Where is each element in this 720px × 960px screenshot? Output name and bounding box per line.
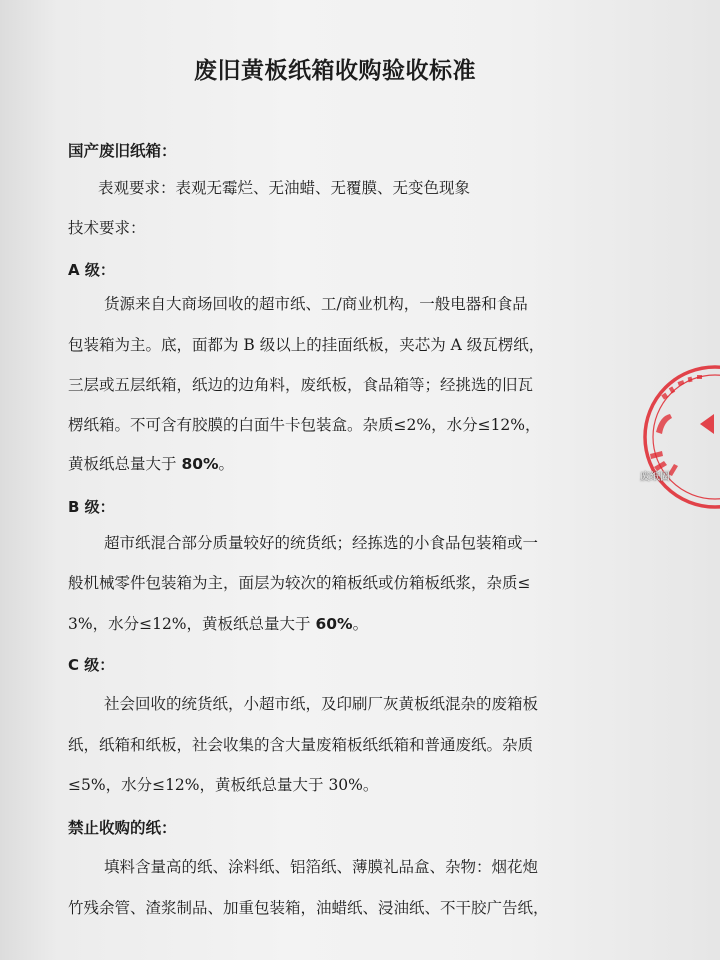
grade-c-line: ≤5%，水分≤12%，黄板纸总量大于 30%。 [68, 776, 379, 794]
grade-a-heading: A 级： [68, 261, 115, 279]
grade-b-heading: B 级： [68, 498, 115, 516]
grade-a-last-prefix: 黄板纸总量大于 [68, 455, 182, 473]
grade-c-line: 社会回收的统货纸，小超市纸，及印刷厂灰黄板纸混杂的废箱板 [104, 695, 539, 713]
prohibited-line: 填料含量高的纸、涂料纸、铝箔纸、薄膜礼品盒、杂物：烟花炮 [104, 858, 539, 876]
prohibited-line: 竹残余管、渣浆制品、加重包装箱，油蜡纸、浸油纸、不干胶广告纸， [68, 899, 549, 917]
grade-b-last-prefix: 3%，水分≤12%，黄板纸总量大于 [68, 615, 316, 633]
grade-a-line-last [68, 452, 234, 474]
watermark-label: 废纸圈 [640, 472, 670, 483]
technical-requirement-heading: 技术要求： [68, 219, 146, 237]
document-title: 废旧黄板纸箱收购验收标准 [194, 57, 476, 84]
appearance-requirement: 表观要求：表观无霉烂、无油蜡、无覆膜、无变色现象 [98, 179, 471, 197]
grade-b-line: 超市纸混合部分质量较好的统货纸；经拣选的小食品包装箱或一 [104, 534, 539, 552]
grade-a-line: 三层或五层纸箱，纸边的边角料，废纸板，食品箱等；经挑选的旧瓦 [68, 376, 534, 394]
section-heading-domestic: 国产废旧纸箱： [68, 141, 177, 160]
grade-a-line: 货源来自大商场回收的超市纸、工/商业机构，一般电器和食品 [104, 295, 528, 313]
grade-a-total-value: 80% [181, 455, 219, 473]
prohibited-heading: 禁止收购的纸： [68, 818, 177, 837]
grade-b-total-value: 60% [315, 615, 353, 633]
grade-c-line: 纸，纸箱和纸板，社会收集的含大量废箱板纸纸箱和普通废纸。杂质 [68, 736, 534, 754]
grade-a-line: 楞纸箱。不可含有胶膜的白面牛卡包装盒。杂质≤2%，水分≤12%， [68, 416, 541, 434]
grade-c-heading: C 级： [68, 656, 115, 674]
grade-b-last-suffix: 。 [352, 615, 369, 633]
company-seal-stamp [640, 362, 720, 512]
grade-b-line: 般机械零件包装箱为主，面层为较次的箱板纸或仿箱板纸浆，杂质≤ [68, 574, 531, 592]
grade-a-last-suffix: 。 [218, 455, 235, 473]
grade-a-line: 包装箱为主。底，面都为 B 级以上的挂面纸板，夹芯为 A 级瓦楞纸， [68, 336, 545, 354]
grade-b-line-last [68, 612, 368, 634]
